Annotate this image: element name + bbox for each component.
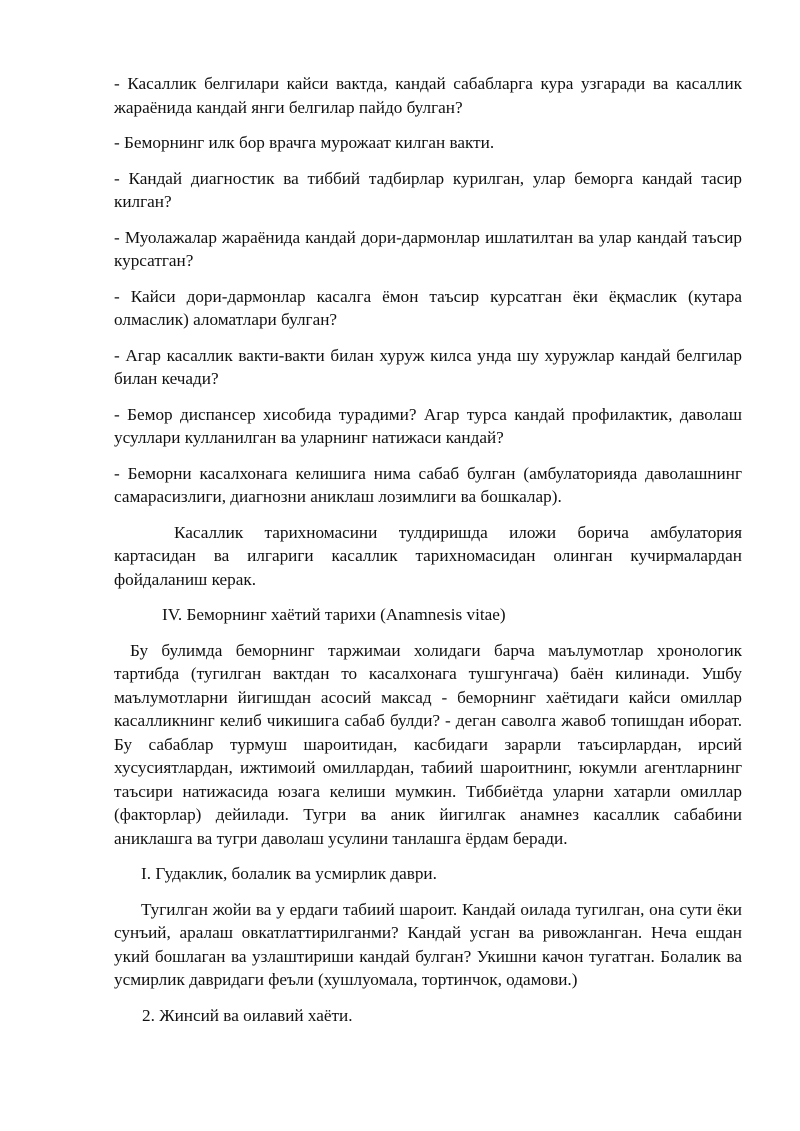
section-iv-heading: IV. Беморнинг хаётий тарихи (Anamnesis vitae) bbox=[162, 605, 506, 624]
subsection-1-heading: I. Гудаклик, болалик ва усмирлик даври. bbox=[141, 864, 437, 883]
subsection-1-body: Тугилган жойи ва у ердаги табиий шароит. Кандай оилада тугилган, она сути ёки сунъий, аралаш овкатлаттирилганми? Кандай усган ва ривожланган. Неча ешдан укий бошлаган ва узлаштириши кандай булган? Укишни качон тугатган. Болалик ва усмирлик давридаги феъли (хушлуомала, тортинчок, одамови.) bbox=[114, 899, 742, 989]
question-item: - Агар касаллик вакти-вакти билан хуруж килса унда шу хуружлар кандай белгилар билан кечади? bbox=[114, 345, 742, 388]
question-item: - Кайси дори-дармонлар касалга ёмон таъсир курсатган ёки ёқмаслик (кутара олмаслик) аломатлари булган? bbox=[114, 286, 742, 329]
question-item: - Кандай диагностик ва тиббий тадбирлар курилган, улар беморга кандай тасир килган? bbox=[114, 168, 742, 211]
section-iv-body: Бу булимда беморнинг таржимаи холидаги барча маълумотлар хронологик тартибда (тугилган вактдан то касалхонага тушгунгача) баён килинади. Ушбу маълумотларни йигишдан асосий максад - беморнинг хаётидаги кайси омиллар касалликнинг келиб чикишига сабаб булди? - деган саволга жавоб топишдан иборат. Бу сабаблар турмуш шароитидан, касбидаги зарарли таъсирлардан, ирсий хусусиятлардан, ижтимоий омиллардан, табиий шароитнинг, юкумли агентларнинг таъсири натижасида юзага келиши мумкин. Тиббиётда уларни хатарли омиллар (факторлар) дейилади. Тугри ва аник йигилгак анамнез касаллик сабабини аниклашга ва тугри даволаш усулини танлашга ёрдам беради. bbox=[114, 640, 742, 848]
question-item: - Беморни касалхонага келишига нима сабаб булган (амбулаторияда даволашнинг самарасизлиги, диагнозни аниклаш лозимлиги ва бошкалар). bbox=[114, 463, 742, 506]
question-item: - Муолажалар жараёнида кандай дори-дармонлар ишлатилтан ва улар кандай таъсир курсатган? bbox=[114, 227, 742, 270]
question-item: - Касаллик белгилари кайси вактда, кандай сабабларга кура узгаради ва касаллик жараёнида кандай янги белгилар пайдо булган? bbox=[114, 74, 742, 117]
note-paragraph: Касаллик тарихномасини тулдиришда иложи борича амбулатория картасидан ва илгариги касаллик тарихномасидан олинган кучирмалардан фойдаланиш керак. bbox=[114, 522, 742, 589]
subsection-2-heading: 2. Жинсий ва оилавий хаёти. bbox=[142, 1005, 353, 1025]
question-item: - Бемор диспансер хисобида турадими? Агар турса кандай профилактик, даволаш усуллари кулланилган ва уларнинг натижаси кандай? bbox=[114, 404, 742, 447]
document-page bbox=[114, 72, 742, 1039]
question-item: - Беморнинг илк бор врачга мурожаат килган вакти. bbox=[114, 133, 495, 152]
